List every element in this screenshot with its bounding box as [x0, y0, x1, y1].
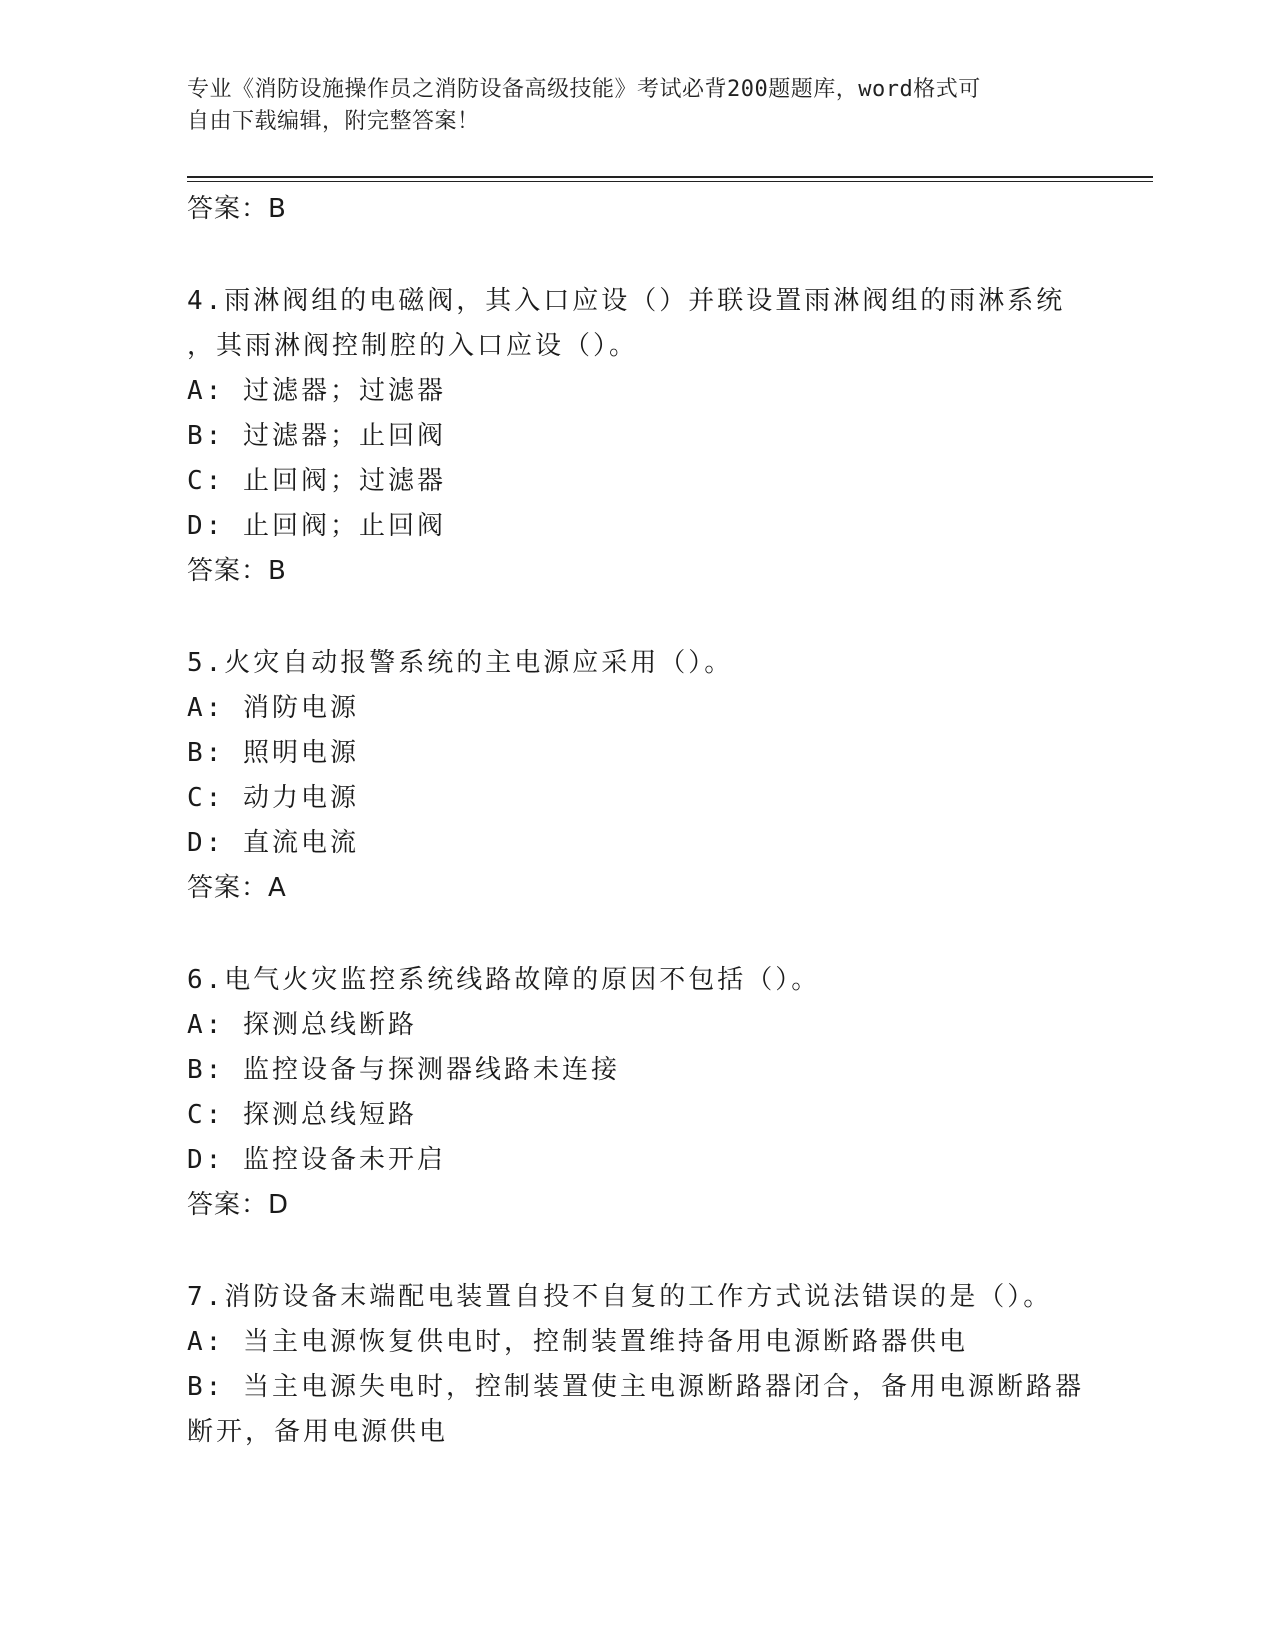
option-b-continued: 断开，备用电源供电 [187, 1417, 449, 1447]
option-a: A: 消防电源 [187, 693, 359, 723]
header-line-1: 专业《消防设施操作员之消防设备高级技能》考试必背200题题库，word格式可 [187, 77, 981, 102]
header-divider-thin [187, 181, 1153, 182]
spacer [187, 594, 1087, 641]
answer-line: 答案：B [187, 556, 287, 586]
spacer [187, 232, 1087, 279]
option-b: B: 过滤器；止回阀 [187, 421, 446, 451]
option-d: D: 监控设备未开启 [187, 1145, 446, 1175]
question-stem: 6.电气火灾监控系统线路故障的原因不包括（）。 [187, 965, 821, 995]
option-a: A: 探测总线断路 [187, 1010, 417, 1040]
option-c: C: 动力电源 [187, 783, 359, 813]
option-b: B: 照明电源 [187, 738, 359, 768]
option-c: C: 探测总线短路 [187, 1100, 417, 1130]
question-stem: 5.火灾自动报警系统的主电源应采用（）。 [187, 648, 734, 678]
question-stem: 4.雨淋阀组的电磁阀，其入口应设（）并联设置雨淋阀组的雨淋系统 [187, 286, 1066, 316]
option-a: A: 当主电源恢复供电时，控制装置维持备用电源断路器供电 [187, 1327, 968, 1357]
header-divider-thick [187, 176, 1153, 178]
answer-line: 答案：A [187, 873, 287, 903]
question-5 [187, 641, 1087, 911]
question-stem: 7.消防设备末端配电装置自投不自复的工作方式说法错误的是（）。 [187, 1282, 1053, 1312]
question-6 [187, 958, 1087, 1228]
question-stem: ，其雨淋阀控制腔的入口应设（）。 [187, 331, 639, 361]
option-d: D: 止回阀；止回阀 [187, 511, 446, 541]
answer-line: 答案：B [187, 194, 287, 224]
option-b: B: 监控设备与探测器线路未连接 [187, 1055, 620, 1085]
page-header [187, 74, 1087, 138]
question-list [187, 187, 1087, 1455]
spacer [187, 1228, 1087, 1275]
header-line-2: 自由下载编辑，附完整答案！ [187, 109, 480, 134]
question-7 [187, 1275, 1087, 1455]
spacer [187, 911, 1087, 958]
option-b: B: 当主电源失电时，控制装置使主电源断路器闭合，备用电源断路器 [187, 1372, 1084, 1402]
answer-line: 答案：D [187, 1190, 290, 1220]
question-4 [187, 279, 1087, 594]
option-c: C: 止回阀；过滤器 [187, 466, 446, 496]
option-a: A: 过滤器；过滤器 [187, 376, 446, 406]
option-d: D: 直流电流 [187, 828, 359, 858]
